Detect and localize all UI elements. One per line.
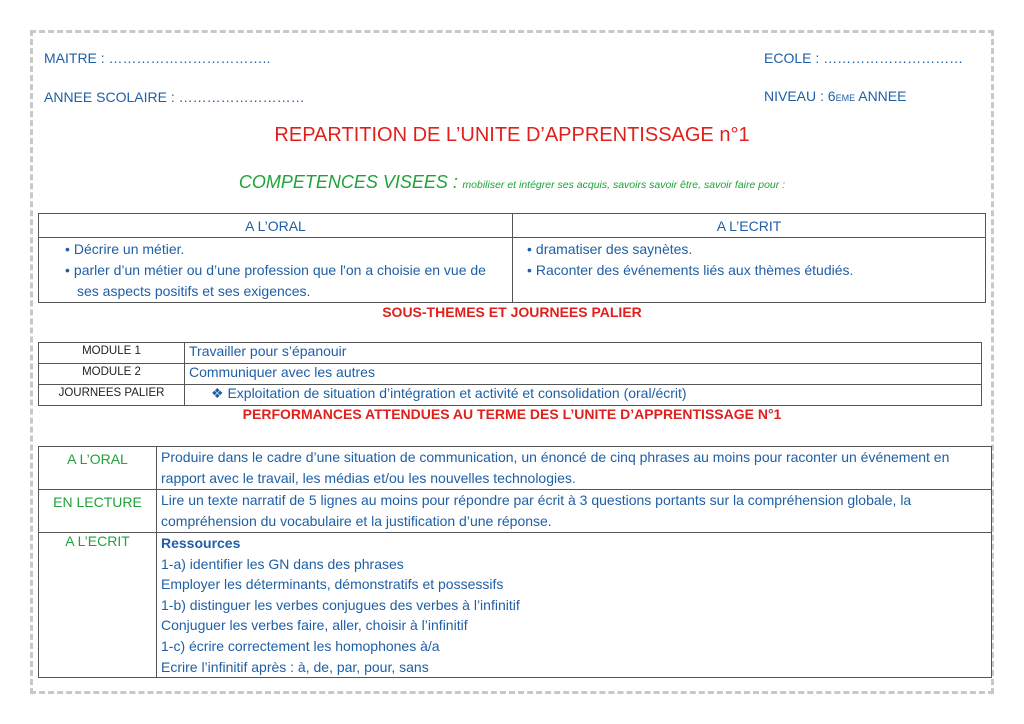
ecrit-skill-item: • Raconter des événements liés aux thèmes étudiés. xyxy=(539,260,985,281)
oral-skill-item: • Décrire un métier. xyxy=(77,239,497,260)
modules-table xyxy=(38,342,982,406)
ressource-item: 1-b) distinguer les verbes conjugues des verbes à l’infinitif xyxy=(161,596,520,613)
competences-line xyxy=(0,172,1024,193)
performances-title: PERFORMANCES ATTENDUES AU TERME DES L’UNITE D’APPRENTISSAGE N°1 xyxy=(242,406,782,422)
ecrit-header: A L’ECRIT xyxy=(513,214,986,238)
niveau-prefix: NIVEAU : 6 xyxy=(764,88,836,104)
competences-label: COMPETENCES VISEES : xyxy=(238,172,458,192)
lecture-perf-label: EN LECTURE xyxy=(39,490,157,533)
module-value: Communiquer avec les autres xyxy=(185,364,982,385)
skills-table xyxy=(38,213,986,303)
module-row xyxy=(39,364,982,385)
page-title: REPARTITION DE L’UNITE D’APPRENTISSAGE n°1 xyxy=(274,124,750,146)
ressource-item: 1-c) écrire correctement les homophones à/a xyxy=(161,637,440,654)
ressources-cell xyxy=(157,533,992,678)
ressources-title: Ressources xyxy=(161,535,241,551)
sous-themes-title: SOUS-THEMES ET JOURNEES PALIER xyxy=(382,304,642,320)
annee-scolaire-field: ANNEE SCOLAIRE : ……………………… xyxy=(44,89,305,105)
ressource-item: Conjuguer les verbes faire, aller, choisir à l’infinitif xyxy=(161,617,468,634)
ressource-item: Employer les déterminants, démonstratifs et possessifs xyxy=(161,576,504,593)
ecrit-perf-label: A L’ECRIT xyxy=(39,533,157,678)
niveau-sup: EME xyxy=(835,93,856,103)
ecole-field: ECOLE : ………………………… xyxy=(764,50,964,66)
niveau-suffix: ANNEE xyxy=(855,88,907,104)
module-row xyxy=(39,343,982,364)
module-label: MODULE 2 xyxy=(39,364,185,385)
oral-perf-text: Produire dans le cadre d’une situation de communication, un énoncé de cinq phrases au moins pour raconter un événement en rapport avec le travail, les médias et/ou les nouvelles technologies. xyxy=(157,447,992,490)
lecture-perf-text: Lire un texte narratif de 5 lignes au moins pour répondre par écrit à 3 questions portants sur la compréhension globale, la compréhension du vocabulaire et la justification d’une réponse. xyxy=(157,490,992,533)
module-value: ❖ Exploitation de situation d’intégration et activité et consolidation (oral/écrit) xyxy=(185,385,982,406)
module-row xyxy=(39,385,982,406)
module-value: Travailler pour s’épanouir xyxy=(185,343,982,364)
oral-skill-item: • parler d’un métier ou d’une profession que l'on a choisie en vue de ses aspects positifs et ses exigences. xyxy=(77,260,497,302)
niveau-field xyxy=(764,88,906,104)
oral-perf-label: A L’ORAL xyxy=(39,447,157,490)
module-label: MODULE 1 xyxy=(39,343,185,364)
ecrit-skills-cell xyxy=(513,238,986,303)
performances-table xyxy=(38,446,992,678)
competences-subtitle: mobiliser et intégrer ses acquis, savoirs savoir être, savoir faire pour : xyxy=(462,179,786,191)
oral-skills-cell xyxy=(39,238,513,303)
oral-header: A L’ORAL xyxy=(39,214,513,238)
ressource-item: Ecrire l’infinitif après : à, de, par, pour, sans xyxy=(161,658,429,675)
ecrit-skill-item: • dramatiser des saynètes. xyxy=(539,239,985,260)
ressource-item: 1-a) identifier les GN dans des phrases xyxy=(161,555,404,572)
maitre-field: MAITRE : …………………………….. xyxy=(44,50,271,66)
module-label: JOURNEES PALIER xyxy=(39,385,185,406)
